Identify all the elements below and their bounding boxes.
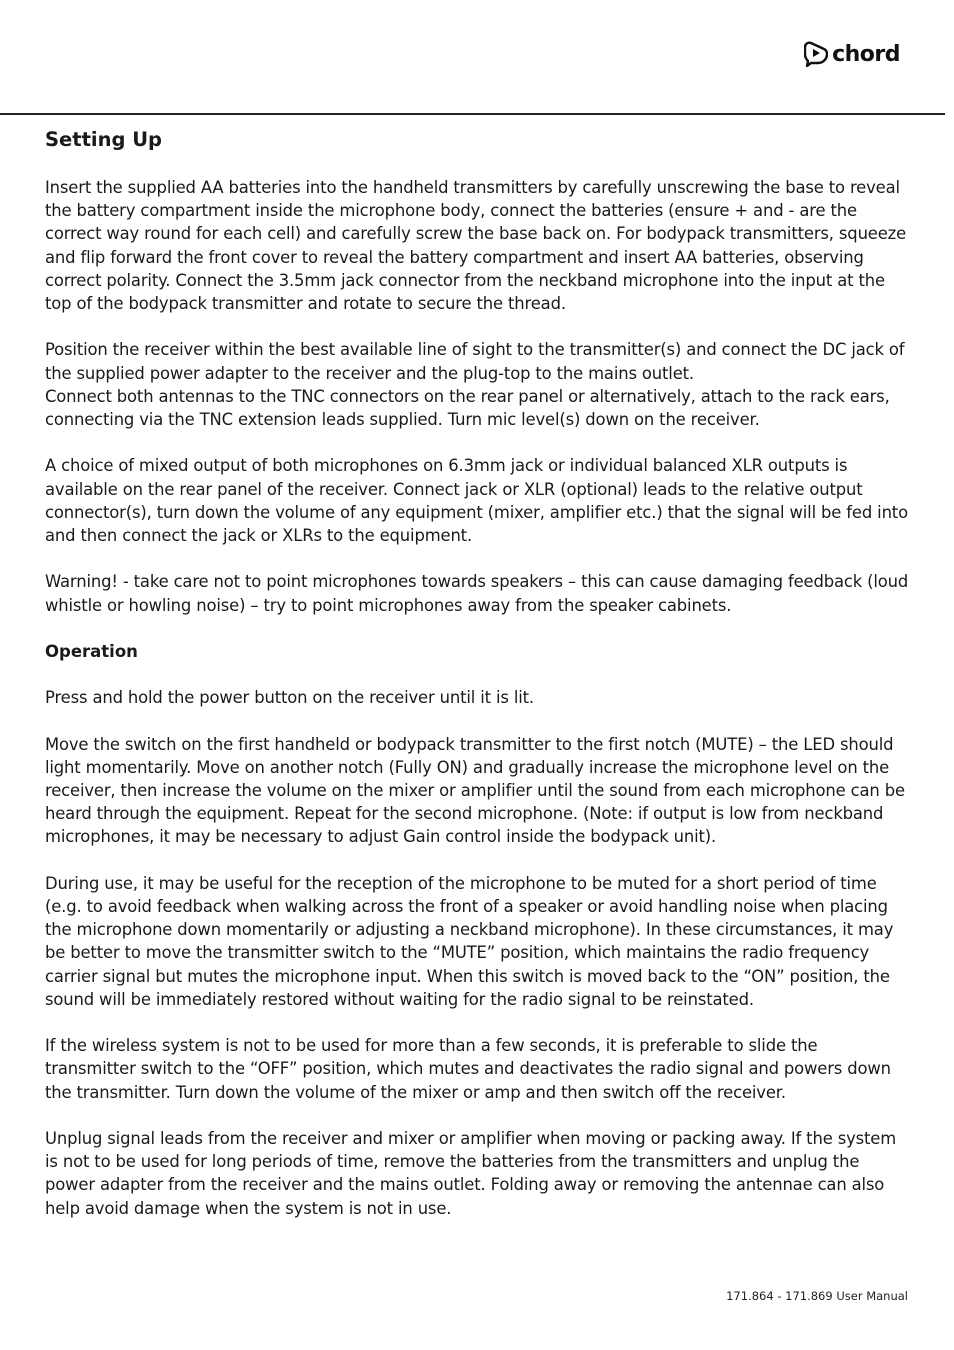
setting-up-paragraph: Connect both antennas to the TNC connectors on the rear panel or alternatively, attach to the rack ears, connecting via the TNC extension leads supplied. Turn mic level(s) down on the receiver. <box>45 386 890 430</box>
section-title-operation: Operation <box>45 642 138 661</box>
logo-wordmark: chord <box>832 41 900 67</box>
operation-paragraph: Unplug signal leads from the receiver and mixer or amplifier when moving or packing away. If the system is not to be used for long periods of time, remove the batteries from the transmitters and unplug the power adapter from the receiver and the mains outlet. Folding away or removing the antennae can also help avoid damage when the system is not in use. <box>45 1129 897 1218</box>
operation-paragraph: Press and hold the power button on the receiver until it is lit. <box>45 688 534 708</box>
footer-manual-label: 171.864 - 171.869 User Manual <box>726 1289 908 1303</box>
brand-logo <box>804 41 900 67</box>
page-content <box>45 127 913 1243</box>
section-title-setting-up: Setting Up <box>45 128 163 151</box>
header-divider <box>0 113 945 115</box>
setting-up-paragraph: Position the receiver within the best available line of sight to the transmitter(s) and connect the DC jack of the supplied power adapter to the receiver and the plug-top to the mains outlet. <box>45 340 905 383</box>
setting-up-paragraph: A choice of mixed output of both microphones on 6.3mm jack or individual balanced XLR outputs is available on the rear panel of the receiver. Connect jack or XLR (optional) leads to the relative output connector(s), turn down the volume of any equipment (mixer, amplifier etc.) that the signal will be fed into and then connect the jack or XLRs to the equipment. <box>45 456 908 546</box>
operation-paragraph: During use, it may be useful for the reception of the microphone to be muted for a short period of time (e.g. to avoid feedback when walking across the front of a speaker or avoid handling noise when placing the microphone down momentarily or adjusting a neckband microphone). In these circumstances, it may be better to move the transmitter switch to the “MUTE” position, which maintains the radio frequency carrier signal but mutes the microphone input. When this switch is moved back to the “ON” position, the sound will be immediately restored without waiting for the radio signal to be reinstated. <box>45 873 894 1009</box>
setting-up-paragraph: Insert the supplied AA batteries into the handheld transmitters by carefully unscrewing the base to reveal the battery compartment inside the microphone body, connect the batteries (ensure + and - are the correct way round for each cell) and carefully screw the base back on. For bodypack transmitters, squeeze and flip forward the front cover to reveal the battery compartment and insert AA batteries, observing correct polarity. Connect the 3.5mm jack connector from the neckband microphone into the input at the top of the bodypack transmitter and rotate to secure the thread. <box>45 178 907 314</box>
operation-paragraph: Move the switch on the first handheld or bodypack transmitter to the first notch (MUTE) – the LED should light momentarily. Move on another notch (Fully ON) and gradually increase the microphone level on the receiver, then increase the volume on the mixer or amplifier until the sound from each microphone can be heard through the equipment. Repeat for the second microphone. (Note: if output is low from neckband microphones, it may be necessary to adjust Gain control inside the bodypack unit). <box>45 734 905 847</box>
warning-paragraph: Warning! - take care not to point microphones towards speakers – this can cause damaging feedback (loud whistle or howling noise) – try to point microphones away from the speaker cabinets. <box>45 572 909 615</box>
operation-paragraph: If the wireless system is not to be used for more than a few seconds, it is preferable to slide the transmitter switch to the “OFF” position, which mutes and deactivates the radio signal and powers down the transmitter. Turn down the volume of the mixer or amp and then switch off the receiver. <box>45 1036 891 1102</box>
chord-logo-icon <box>804 41 828 67</box>
